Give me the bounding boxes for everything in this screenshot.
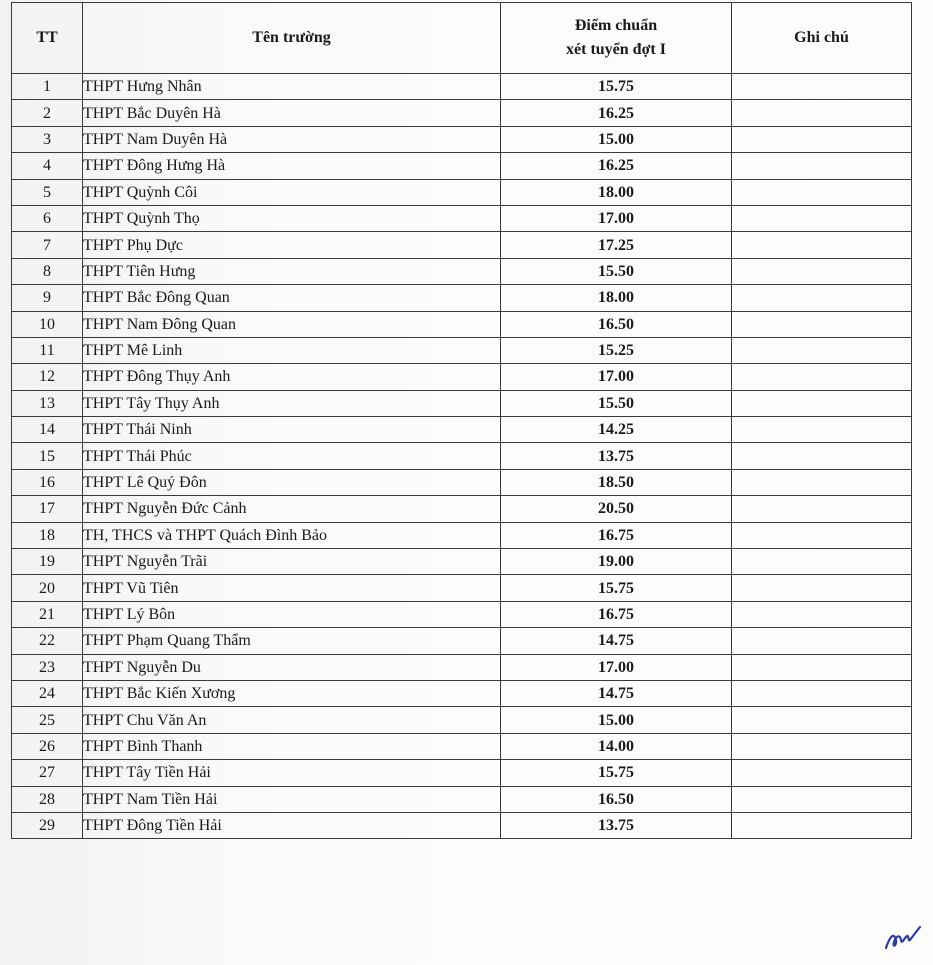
admission-score: 17.00 bbox=[501, 205, 732, 231]
table-row bbox=[12, 285, 912, 311]
school-name: THPT Phạm Quang Thẩm bbox=[83, 628, 501, 654]
note-cell bbox=[732, 654, 912, 680]
admission-score: 20.50 bbox=[501, 496, 732, 522]
table-row bbox=[12, 153, 912, 179]
note-cell bbox=[732, 812, 912, 838]
school-name: THPT Phụ Dực bbox=[83, 232, 501, 258]
row-number: 5 bbox=[12, 179, 83, 205]
row-number: 16 bbox=[12, 469, 83, 495]
row-number: 10 bbox=[12, 311, 83, 337]
school-name: THPT Lý Bôn bbox=[83, 601, 501, 627]
school-name: THPT Chu Văn An bbox=[83, 707, 501, 733]
admission-score: 17.00 bbox=[501, 364, 732, 390]
table-body bbox=[12, 74, 912, 839]
note-cell bbox=[732, 575, 912, 601]
note-cell bbox=[732, 733, 912, 759]
note-cell bbox=[732, 100, 912, 126]
table-row bbox=[12, 179, 912, 205]
admission-score: 15.50 bbox=[501, 390, 732, 416]
school-name: THPT Vũ Tiên bbox=[83, 575, 501, 601]
table-row bbox=[12, 522, 912, 548]
admission-score: 17.00 bbox=[501, 654, 732, 680]
admission-score: 16.25 bbox=[501, 100, 732, 126]
table-row bbox=[12, 74, 912, 100]
note-cell bbox=[732, 496, 912, 522]
row-number: 13 bbox=[12, 390, 83, 416]
table-row bbox=[12, 496, 912, 522]
table-row bbox=[12, 258, 912, 284]
admission-score: 15.75 bbox=[501, 760, 732, 786]
table-row bbox=[12, 654, 912, 680]
school-name: TH, THCS và THPT Quách Đình Bảo bbox=[83, 522, 501, 548]
row-number: 29 bbox=[12, 812, 83, 838]
admission-score: 14.75 bbox=[501, 628, 732, 654]
note-cell bbox=[732, 179, 912, 205]
admission-score: 15.50 bbox=[501, 258, 732, 284]
header-note: Ghi chú bbox=[732, 3, 912, 74]
school-name: THPT Quỳnh Côi bbox=[83, 179, 501, 205]
note-cell bbox=[732, 153, 912, 179]
row-number: 2 bbox=[12, 100, 83, 126]
admission-score: 17.25 bbox=[501, 232, 732, 258]
school-name: THPT Nam Tiền Hải bbox=[83, 786, 501, 812]
table-row bbox=[12, 311, 912, 337]
row-number: 23 bbox=[12, 654, 83, 680]
table-row bbox=[12, 812, 912, 838]
admission-score: 14.00 bbox=[501, 733, 732, 759]
admission-score: 13.75 bbox=[501, 812, 732, 838]
note-cell bbox=[732, 760, 912, 786]
row-number: 9 bbox=[12, 285, 83, 311]
table-row bbox=[12, 469, 912, 495]
table-row bbox=[12, 205, 912, 231]
note-cell bbox=[732, 601, 912, 627]
admission-score: 18.00 bbox=[501, 179, 732, 205]
admission-score: 18.50 bbox=[501, 469, 732, 495]
note-cell bbox=[732, 522, 912, 548]
note-cell bbox=[732, 311, 912, 337]
school-name: THPT Bắc Đông Quan bbox=[83, 285, 501, 311]
row-number: 7 bbox=[12, 232, 83, 258]
admission-score: 15.75 bbox=[501, 575, 732, 601]
admission-score: 15.00 bbox=[501, 126, 732, 152]
note-cell bbox=[732, 205, 912, 231]
school-name: THPT Tây Tiền Hải bbox=[83, 760, 501, 786]
row-number: 17 bbox=[12, 496, 83, 522]
school-name: THPT Thái Ninh bbox=[83, 417, 501, 443]
header-school-name: Tên trường bbox=[83, 3, 501, 74]
school-name: THPT Bắc Kiến Xương bbox=[83, 680, 501, 706]
row-number: 4 bbox=[12, 153, 83, 179]
header-score-line1: Điểm chuẩn bbox=[574, 17, 658, 34]
row-number: 25 bbox=[12, 707, 83, 733]
row-number: 22 bbox=[12, 628, 83, 654]
note-cell bbox=[732, 74, 912, 100]
school-name: THPT Nguyễn Du bbox=[83, 654, 501, 680]
note-cell bbox=[732, 469, 912, 495]
admission-score: 18.00 bbox=[501, 285, 732, 311]
school-name: THPT Nguyễn Đức Cảnh bbox=[83, 496, 501, 522]
table-row bbox=[12, 232, 912, 258]
row-number: 18 bbox=[12, 522, 83, 548]
admission-score: 13.75 bbox=[501, 443, 732, 469]
school-name: THPT Nam Đông Quan bbox=[83, 311, 501, 337]
row-number: 26 bbox=[12, 733, 83, 759]
table-row bbox=[12, 390, 912, 416]
admission-score: 16.75 bbox=[501, 522, 732, 548]
table-row bbox=[12, 126, 912, 152]
admission-score: 16.50 bbox=[501, 786, 732, 812]
table-row bbox=[12, 628, 912, 654]
table-row bbox=[12, 601, 912, 627]
note-cell bbox=[732, 390, 912, 416]
note-cell bbox=[732, 786, 912, 812]
note-cell bbox=[732, 126, 912, 152]
table-row bbox=[12, 364, 912, 390]
admission-score: 16.50 bbox=[501, 311, 732, 337]
admission-score: 16.25 bbox=[501, 153, 732, 179]
school-name: THPT Đông Hưng Hà bbox=[83, 153, 501, 179]
school-name: THPT Đông Tiền Hải bbox=[83, 812, 501, 838]
school-name: THPT Thái Phúc bbox=[83, 443, 501, 469]
table-row bbox=[12, 337, 912, 363]
school-name: THPT Tây Thụy Anh bbox=[83, 390, 501, 416]
note-cell bbox=[732, 443, 912, 469]
note-cell bbox=[732, 232, 912, 258]
row-number: 14 bbox=[12, 417, 83, 443]
table-row bbox=[12, 786, 912, 812]
note-cell bbox=[732, 337, 912, 363]
table-row bbox=[12, 707, 912, 733]
signature-initial bbox=[882, 924, 922, 954]
table-row bbox=[12, 443, 912, 469]
row-number: 24 bbox=[12, 680, 83, 706]
table-row bbox=[12, 417, 912, 443]
note-cell bbox=[732, 364, 912, 390]
row-number: 3 bbox=[12, 126, 83, 152]
school-name: THPT Đông Thụy Anh bbox=[83, 364, 501, 390]
header-score-line2: xét tuyển đợt I bbox=[566, 41, 666, 58]
admission-score: 19.00 bbox=[501, 549, 732, 575]
row-number: 19 bbox=[12, 549, 83, 575]
table-row bbox=[12, 760, 912, 786]
row-number: 1 bbox=[12, 74, 83, 100]
table-row bbox=[12, 680, 912, 706]
note-cell bbox=[732, 285, 912, 311]
school-name: THPT Tiên Hưng bbox=[83, 258, 501, 284]
table-row bbox=[12, 575, 912, 601]
row-number: 15 bbox=[12, 443, 83, 469]
school-name: THPT Lê Quý Đôn bbox=[83, 469, 501, 495]
admission-score: 15.00 bbox=[501, 707, 732, 733]
note-cell bbox=[732, 258, 912, 284]
header-tt: TT bbox=[12, 3, 83, 74]
school-name: THPT Bình Thanh bbox=[83, 733, 501, 759]
row-number: 28 bbox=[12, 786, 83, 812]
school-name: THPT Nguyễn Trãi bbox=[83, 549, 501, 575]
note-cell bbox=[732, 549, 912, 575]
header-row bbox=[12, 3, 912, 74]
table-row bbox=[12, 733, 912, 759]
school-name: THPT Bắc Duyên Hà bbox=[83, 100, 501, 126]
admission-score-table bbox=[11, 2, 912, 839]
row-number: 11 bbox=[12, 337, 83, 363]
note-cell bbox=[732, 417, 912, 443]
note-cell bbox=[732, 707, 912, 733]
admission-score: 16.75 bbox=[501, 601, 732, 627]
admission-score: 14.75 bbox=[501, 680, 732, 706]
table-row bbox=[12, 549, 912, 575]
row-number: 8 bbox=[12, 258, 83, 284]
school-name: THPT Quỳnh Thọ bbox=[83, 205, 501, 231]
admission-score: 15.25 bbox=[501, 337, 732, 363]
row-number: 21 bbox=[12, 601, 83, 627]
note-cell bbox=[732, 628, 912, 654]
school-name: THPT Nam Duyên Hà bbox=[83, 126, 501, 152]
table-header bbox=[12, 3, 912, 74]
school-name: THPT Hưng Nhân bbox=[83, 74, 501, 100]
school-name: THPT Mê Linh bbox=[83, 337, 501, 363]
note-cell bbox=[732, 680, 912, 706]
table-row bbox=[12, 100, 912, 126]
row-number: 12 bbox=[12, 364, 83, 390]
row-number: 27 bbox=[12, 760, 83, 786]
row-number: 6 bbox=[12, 205, 83, 231]
header-score bbox=[501, 3, 732, 74]
admission-score: 15.75 bbox=[501, 74, 732, 100]
admission-score: 14.25 bbox=[501, 417, 732, 443]
row-number: 20 bbox=[12, 575, 83, 601]
